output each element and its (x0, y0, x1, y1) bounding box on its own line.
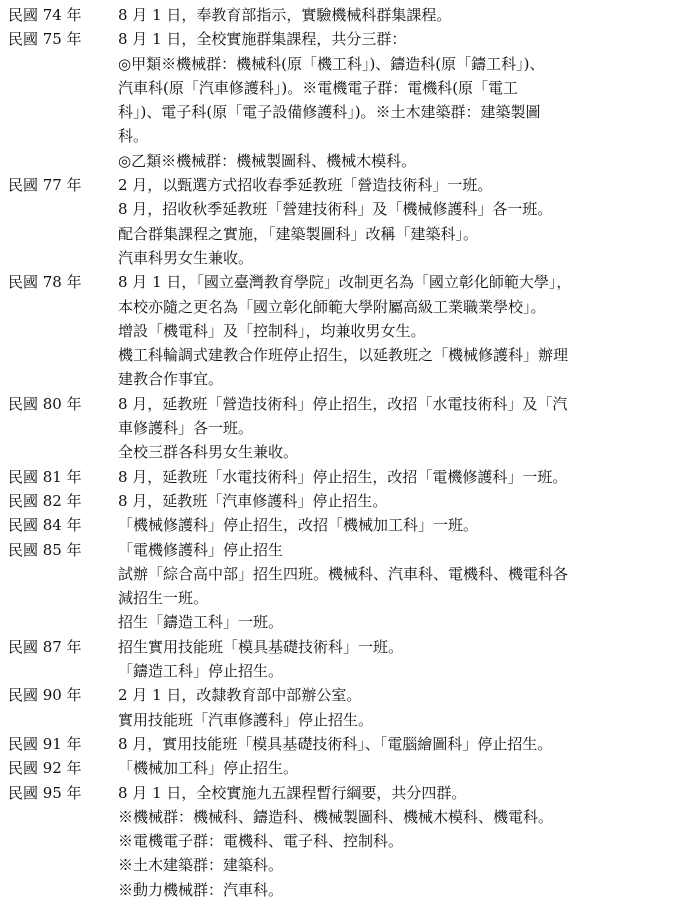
history-entry (8, 270, 698, 391)
entry-line: ※土木建築群：建築科。 (118, 856, 284, 875)
entry-line: 「鑄造工科」停止招生。 (118, 662, 284, 681)
entry-text (118, 173, 698, 270)
entry-text (118, 27, 698, 173)
entry-line: 2 月 1 日，改隸教育部中部辦公室。 (118, 686, 362, 705)
entry-text (118, 270, 698, 391)
entry-year: 民國 74 年 (8, 6, 82, 24)
history-entry (8, 3, 698, 27)
entry-year: 民國 75 年 (8, 30, 82, 49)
history-entry (8, 465, 698, 489)
entry-year: 民國 90 年 (8, 686, 82, 705)
entry-line: 汽車科男女生兼收。 (118, 248, 254, 267)
entry-line: 8 月 1 日，「國立臺灣教育學院」改制更名為「國立彰化師範大學」， (118, 273, 572, 292)
entry-line: ※電機電子群：電機科、電子科、控制科。 (118, 832, 404, 851)
entry-year: 民國 77 年 (8, 176, 82, 195)
entry-line: 8 月，延教班「營造技術科」停止招生，改招「水電技術科」及「汽 (118, 394, 568, 413)
history-entry (8, 392, 698, 465)
entry-line: 8 月 1 日，全校實施九五課程暫行綱要，共分四群。 (118, 783, 467, 802)
entry-year: 民國 95 年 (8, 783, 82, 802)
history-entry (8, 635, 698, 684)
entry-year: 民國 85 年 (8, 540, 82, 559)
entry-text (118, 3, 698, 27)
entry-line: 「電機修護科」停止招生 (118, 540, 284, 559)
entry-line: 「機械修護科」停止招生，改招「機械加工科」一班。 (118, 516, 479, 535)
history-entry (8, 513, 698, 537)
entry-line: 車修護科」各一班。 (118, 419, 254, 438)
entry-year: 民國 78 年 (8, 273, 82, 292)
entry-line: 科」)、電子科(原「電子設備修護科」)。※土木建築群：建築製圖 (118, 103, 541, 122)
entry-year: 民國 84 年 (8, 516, 82, 535)
entry-line: 機工科輪調式建教合作班停止招生，以延教班之「機械修護科」辦理 (118, 346, 569, 365)
history-entry (8, 756, 698, 780)
entry-year: 民國 92 年 (8, 759, 82, 778)
entry-text (118, 683, 698, 732)
entry-line: 配合群集課程之實施，「建築製圖科」改稱「建築科」。 (118, 224, 479, 243)
entry-line: ※動力機械群：汽車科。 (118, 880, 284, 899)
entry-line: 汽車科(原「汽車修護科」)。※電機電子群：電機科(原「電工 (118, 78, 519, 97)
entry-line: 8 月，延教班「汽車修護科」停止招生。 (118, 491, 388, 510)
entry-text (118, 756, 698, 780)
entry-text (118, 732, 698, 756)
entry-line: ◎甲類※機械群：機械科(原「機工科」)、鑄造科(原「鑄工科」)、 (118, 54, 545, 73)
history-entry (8, 538, 698, 635)
entry-line: 8 月，延教班「水電技術科」停止招生，改招「電機修護科」一班。 (118, 467, 568, 486)
entry-year: 民國 80 年 (8, 394, 82, 413)
history-entry (8, 27, 698, 173)
history-entry (8, 781, 698, 902)
entry-text (118, 392, 698, 465)
history-entry (8, 683, 698, 732)
entry-year: 民國 81 年 (8, 467, 82, 486)
entry-text (118, 489, 698, 513)
entry-line: 全校三群各科男女生兼收。 (118, 443, 299, 462)
entry-text (118, 781, 698, 902)
entry-text (118, 635, 698, 684)
entry-line: 科。 (118, 127, 149, 146)
entry-line: 2 月，以甄選方式招收春季延教班「營造技術科」一班。 (118, 176, 493, 195)
entry-line: 招生實用技能班「模具基礎技術科」一班。 (118, 637, 404, 656)
entry-line: 實用技能班「汽車修護科」停止招生。 (118, 710, 374, 729)
entry-line: ※機械群：機械科、鑄造科、機械製圖科、機械木模科、機電科。 (118, 807, 554, 826)
history-entry (8, 489, 698, 513)
entry-year: 民國 87 年 (8, 637, 82, 656)
entry-line: 本校亦隨之更名為「國立彰化師範大學附屬高級工業職業學校」。 (118, 297, 546, 316)
entry-line: 8 月，招收秋季延教班「營建技術科」及「機械修護科」各一班。 (118, 200, 553, 219)
entry-line: ◎乙類※機械群：機械製圖科、機械木模科。 (118, 151, 417, 170)
entry-line: 8 月 1 日，全校實施群集課程，共分三群： (118, 30, 407, 49)
entry-line: 招生「鑄造工科」一班。 (118, 613, 284, 632)
entry-line: 8 月，實用技能班「模具基礎技術科」、「電腦繪圖科」停止招生。 (118, 734, 553, 753)
history-entry (8, 173, 698, 270)
entry-line: 減招生一班。 (118, 589, 209, 608)
entry-line: 增設「機電科」及「控制科」，均兼收男女生。 (118, 321, 426, 340)
entry-text (118, 513, 698, 537)
entry-line: 「機械加工科」停止招生。 (118, 759, 299, 778)
entry-year: 民國 91 年 (8, 734, 82, 753)
entry-line: 8 月 1 日，奉教育部指示，實驗機械科群集課程。 (118, 6, 452, 24)
entry-line: 建教合作事宜。 (118, 370, 224, 389)
history-entry (8, 732, 698, 756)
entry-line: 試辦「綜合高中部」招生四班。機械科、汽車科、電機科、機電科各 (118, 564, 569, 583)
entry-year: 民國 82 年 (8, 491, 82, 510)
entry-text (118, 538, 698, 635)
entry-text (118, 465, 698, 489)
